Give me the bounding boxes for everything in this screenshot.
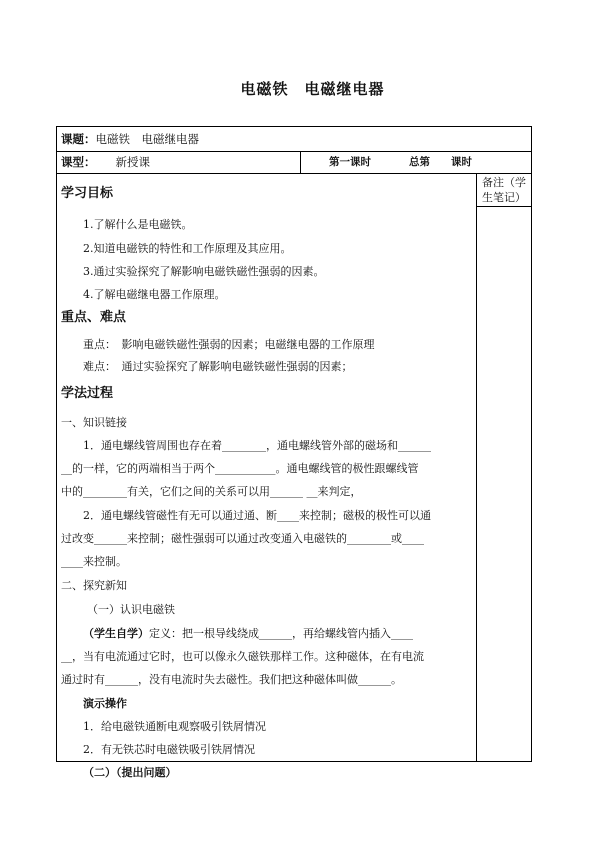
- notes-header: 备注（学生笔记）: [477, 174, 531, 207]
- part1-line: 中的________有关，它们之间的关系可以用______ __来判定，: [61, 485, 362, 498]
- total-period-label: 总第 课时: [409, 156, 472, 168]
- objective-item: 3.通过实验探究了解影响电磁铁磁性强弱的因素。: [83, 265, 325, 278]
- self-study-line: 通过时有______，没有电流时失去磁性。我们把这种磁体叫做______。: [61, 673, 402, 686]
- objective-item: 4.了解电磁继电器工作原理。: [83, 288, 226, 301]
- demo-item: 1．给电磁铁通断电观察吸引铁屑情况: [83, 720, 266, 733]
- part1-heading: 一、知识链接: [61, 416, 127, 429]
- self-study-line: __，当有电流通过它时，也可以像永久磁铁那样工作。这种磁体，在有电流: [61, 650, 424, 663]
- topic-value: 电磁铁 电磁继电器: [95, 132, 199, 146]
- key-point-text: 重点： 影响电磁铁磁性强弱的因素；电磁继电器的工作原理: [83, 338, 375, 351]
- type-value: 新授课: [115, 155, 150, 169]
- part1-line: 过改变______来控制；磁性强弱可以通过改变通入电磁铁的________或____: [61, 532, 424, 545]
- lesson-plan-table: [56, 126, 532, 779]
- type-row: [57, 152, 531, 174]
- part2-heading: 二、探究新知: [61, 579, 127, 592]
- difficult-point-text: 难点： 通过实验探究了解影响电磁铁磁性强弱的因素；: [83, 360, 353, 373]
- process-heading: 学法过程: [61, 386, 114, 401]
- document-title: 电磁铁 电磁继电器: [240, 80, 385, 98]
- objective-item: 2.知道电磁铁的特性和工作原理及其应用。: [83, 242, 292, 255]
- notes-column-divider: [476, 174, 477, 761]
- part1-line: 2．通电螺线管磁性有无可以通过通、断____来控制；磁极的极性可以通: [83, 509, 431, 522]
- sub2-heading: （二）（提出问题）: [83, 766, 177, 779]
- main-content: [57, 174, 476, 779]
- objective-item: 1.了解什么是电磁铁。: [83, 218, 193, 231]
- part1-line: __的一样，它的两端相当于两个___________。通电螺线管的极性跟螺线管: [61, 462, 419, 475]
- key-points-heading: 重点、难点: [61, 310, 127, 325]
- part1-line: ____来控制。: [61, 555, 127, 568]
- objectives-heading: 学习目标: [61, 186, 114, 201]
- sub1-heading: （一）认识电磁铁: [87, 603, 175, 616]
- self-study-label: （学生自学）: [83, 627, 149, 640]
- type-label: 课型：: [61, 155, 96, 169]
- self-study-line: [83, 625, 413, 641]
- part1-line: 1．通电螺线管周围也存在着________，通电螺线管外部的磁场和______: [83, 439, 431, 452]
- self-study-text: 定义：把一根导线绕成______，再给螺线管内插入____: [149, 627, 413, 640]
- period-label: 第一课时: [329, 156, 371, 168]
- topic-label: 课题：: [61, 132, 96, 146]
- demo-heading: 演示操作: [83, 697, 127, 710]
- topic-row: [57, 127, 531, 152]
- row-divider: [300, 152, 301, 173]
- demo-item: 2．有无铁芯时电磁铁吸引铁屑情况: [83, 743, 255, 756]
